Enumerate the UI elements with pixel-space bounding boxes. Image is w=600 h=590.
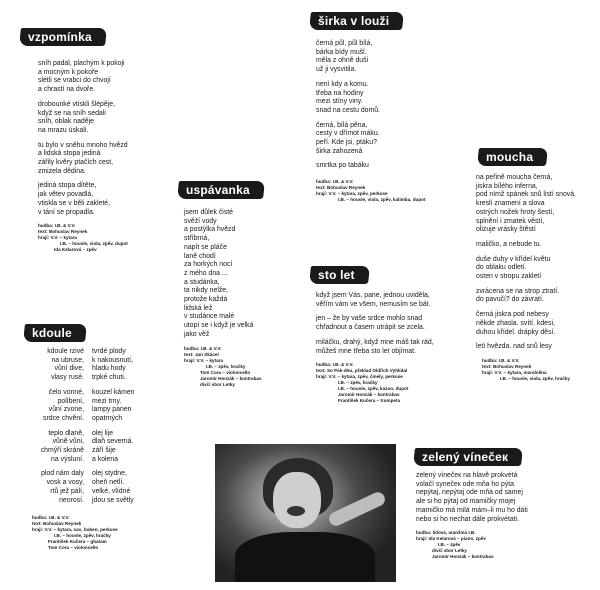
credits: hudba: I.B. & V.V. text: Bohuslav Reynek hrají: V.V. – kytara, mandolína I.B. – housle, viola, zpěv, hračky (482, 357, 570, 381)
credits: hudba: I.B. & V.V. text: Bohuslav Reynek hrají: V.V. – kytara, sax, buben, perkuse I.B. – housle, zpěv, hračky František Kučera – ghatam Tom Cora – violoncello (32, 515, 118, 551)
song-zeleny-vinecek (410, 448, 600, 560)
credits: hudba: I.B. & V.V. text: Bohuslav Reynek hrají: V.V. – kytara, zpěv, perkuse I.B. – housle, viola, zpěv, kalimba, dupot (316, 179, 426, 203)
credits: hudba: I.B. & V.V. text: Jan Skácel hrají: V.V. – kytara I.B. – zpěv, hračky Tom Cora – violoncello Jaromír Honzák – kontrabas dívčí sbor Letky (184, 345, 262, 387)
stanza: drobounké vtiskli šlépěje, když se na sníh sedali sníh, oblak naděje na mrazu úskalí. (38, 100, 115, 134)
lyrics: kdoule rzivé na ubruse, vůní dive, vlasy rusé. čelo vonné, políbení, vůní zvone, srdce chvění. teplo dlaně, vůně vůni, chmýří skráně na výsluní. plod nám daly vosk a vosy, rtů jež pálí, neorosí. tvrdé plody k nakousnutí, hladu hody trpké chuti. kouzel kámen mezi trny. lampy panen opatrných olej lije dlaň severná. září šije a kolena olej stydne, oheň netlí. velké, vlídné jdou se světly (40, 348, 135, 504)
song-kdoule (24, 324, 184, 551)
stanza: tu bylo v sněhu mnoho hvězd a lidská stopa jediná zářily kvěry ptačích cest, zmizela dědina. (38, 141, 128, 175)
song-title: uspávanka (177, 181, 265, 199)
photo-singer-icon (215, 444, 396, 582)
song-title: zelený vínečeк (413, 448, 523, 466)
song-title: vzpomínka (19, 28, 107, 46)
credits: hudba: I.B. & V.V. text: Bohuslav Reynek hrají: V.V. – kytara I.B. – housle, viola, zpěv, dupot Ida Kelarová – zpěv (38, 223, 128, 253)
song-title: kdoule (23, 324, 87, 342)
stanza: jediná stopa dítěte, jak větev povadlá, vtiskla se v běli zakleté, v tání se propadla. (38, 182, 110, 216)
lyrics: když jsem Vás, pane, jednou uviděla, věřím vám ve všem, nemusím se bát. jen – že by vaše srdce mohlo snad chřadnout a časem utrápit se zcela. miláčku, drahý, když mne máš tak rád, můžeš mne třeba sto let objímat. hudba: I.B. & V.V. text: So Pák-döu, překlad Oldřich Vyhlídal hrají: V.V. – kytara, zpěv, činely, perkuse I.B. – zpěv, hračky I.B. – housle, zpěv, kazoo, dupot Jaromír Honzák – kontrabas František Kučera – trumpeta (310, 292, 480, 404)
song-title: moucha (477, 148, 548, 166)
lyrics: jsem důlek čisté svěží vody a postýlka hvězd stříbrná, napít se pláče laně chodí za horkých nocí z mého dna ... a studánka, ta nikdy nelže, protože každá lidská lež v studánce malé utopí se i když je velká jako věž hudba: I.B. & V.V. text: Jan Skácel hrají: V.V. – kytara I.B. – zpěv, hračky Tom Cora – violoncello Jaromír Honzák – kontrabas dívčí sbor Letky (178, 209, 288, 388)
lyrics (20, 60, 170, 253)
stanza: sníh padal, plachým k pokoji a mocným k pokoře slétli se vrabci do chvojí a chrastí na dvoře. (38, 60, 125, 94)
lyrics: černá půl, půl bílá, bárka bídy mušl. měla z ohně duši už ji vysvitila. není kdy a komu. třeba na hodiny mezi stíny viny. snad na cestu domů. černá, bílá pěna, cesty v dřímot máku. peří. Kde jsi, ptáku? širka zahozená smrtka po tabáku hudba: I.B. & V.V. text: Bohuslav Reynek hrají: V.V. – kytara, zpěv, perkuse I.B. – housle, viola, zpěv, kalimba, dupot (300, 40, 470, 203)
song-title: sto let (309, 266, 370, 284)
lyrics: zelený vínečeк na hlavě prokvétá volačí synečeк ode mňa ho pýta nepýtaj, nepýtaj ode mňa od samej ale si ho pýtaj od mamičky mojej mamičko má milá mám–li mu ho dáti nebo si ho nechat dále prokvétati. hudba: lidová, aranžmá I.B. hrají: Ida Kelarová – piano, zpěv I.B. – zpěv dívčí sbor Letky Jaromír Honzák – kontrabas (410, 472, 600, 560)
song-sirka-v-louzi (300, 12, 470, 203)
credits: hudba: lidová, aranžmá I.B. hrají: Ida Kelarová – piano, zpěv I.B. – zpěv dívčí sbor Letky Jaromír Honzák – kontrabas (416, 530, 494, 560)
lyrics: na peřině moucha černá, jiskra bílého inferna, pod nímž spánek snů listí snová, kreslí znamení a slova ostrých nožek hroty šestí, splnění i zmatek věstí, olizuje vrásky štěstí maličko, a nebude tu. duše duhy v křídel květu do oblaku odletí. osten v stropu zakletí zvrácena se na strop ztratí. do pavučí? do závratí. černá jiskra pod nebesy někde zhasla. svítí. kdesi, duhou křídel. drápky děsí. letí hvězda. nad snů lesy hudba: I.B. & V.V. text: Bohuslav Reynek hrají: V.V. – kytara, mandolína I.B. – housle, viola, zpěv, hračky (472, 174, 600, 382)
song-moucha (472, 148, 600, 382)
credits: hudba: I.B. & V.V. text: So Pák-döu, překlad Oldřich Vyhlídal hrají: V.V. – kytara, zpěv, činely, perkuse I.B. – zpěv, hračky I.B. – housle, zpěv, kazoo, dupot Jaromír Honzák – kontrabas František Kučera – trumpeta (316, 362, 409, 404)
song-uspavanka (178, 181, 288, 388)
song-title: širka v louži (309, 12, 404, 30)
song-vzpominka (20, 28, 170, 253)
song-sto-let (310, 266, 480, 404)
